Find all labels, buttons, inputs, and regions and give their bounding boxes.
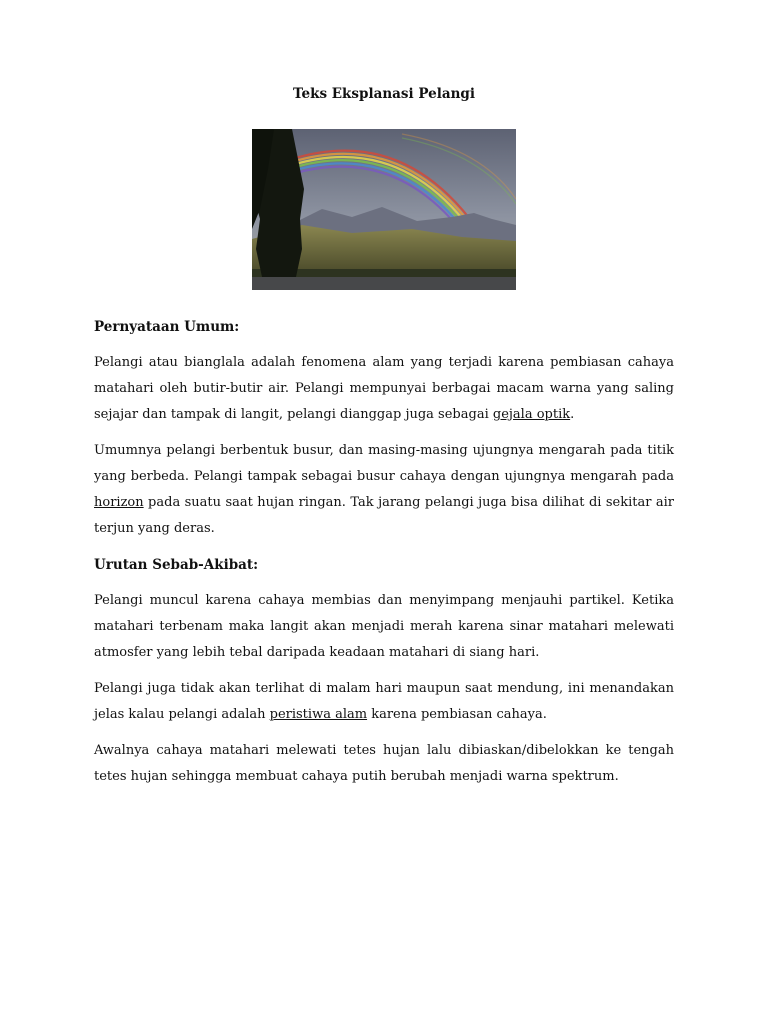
paragraph-text: Pelangi muncul karena cahaya membias dan menyimpang menjauhi partikel. Ketika matahari terbenam maka langit akan menjadi merah karena sinar matahari melewati atmosfer yang lebih tebal daripada keadaan matahari di siang hari. — [94, 593, 674, 660]
paragraph-text: Pelangi atau bianglala adalah fenomena alam yang terjadi karena pembiasan cahaya matahari oleh butir-butir air. Pelangi mempunyai berbagai macam warna yang saling sejajar dan tampak di langit, pelangi dianggap juga sebagai — [94, 355, 674, 422]
paragraph-text: Pelangi juga tidak akan terlihat di malam hari maupun saat mendung, ini menandakan jelas kalau pelangi adalah — [94, 681, 674, 722]
paragraph — [94, 738, 674, 790]
paragraph — [94, 438, 674, 542]
link-gejala-optik[interactable]: gejala optik — [492, 407, 571, 422]
paragraph — [94, 588, 674, 666]
paragraph-text: . — [570, 407, 575, 422]
paragraph — [94, 350, 674, 428]
document-body — [94, 314, 674, 800]
paragraph-text: Umumnya pelangi berbentuk busur, dan masing-masing ujungnya mengarah pada titik yang berbeda. Pelangi tampak sebagai busur cahaya dengan ujungnya mengarah pada — [94, 443, 674, 484]
rainbow-photo — [252, 129, 516, 290]
paragraph-text: pada suatu saat hujan ringan. Tak jarang pelangi juga bisa dilihat di sekitar air terjun yang deras. — [94, 495, 674, 536]
paragraph — [94, 676, 674, 728]
section-heading-cause-effect: Urutan Sebab-Akibat: — [94, 557, 259, 573]
paragraph-text: Awalnya cahaya matahari melewati tetes hujan lalu dibiaskan/dibelokkan ke tengah tetes hujan sehingga membuat cahaya putih berubah menjadi warna spektrum. — [94, 743, 674, 784]
link-peristiwa-alam[interactable]: peristiwa alam — [269, 707, 368, 722]
section-heading-general-statement: Pernyataan Umum: — [94, 319, 240, 335]
paragraph-text: karena pembiasan cahaya. — [367, 707, 547, 722]
link-horizon[interactable]: horizon — [94, 495, 144, 510]
document-title: Teks Eksplanasi Pelangi — [293, 86, 475, 102]
